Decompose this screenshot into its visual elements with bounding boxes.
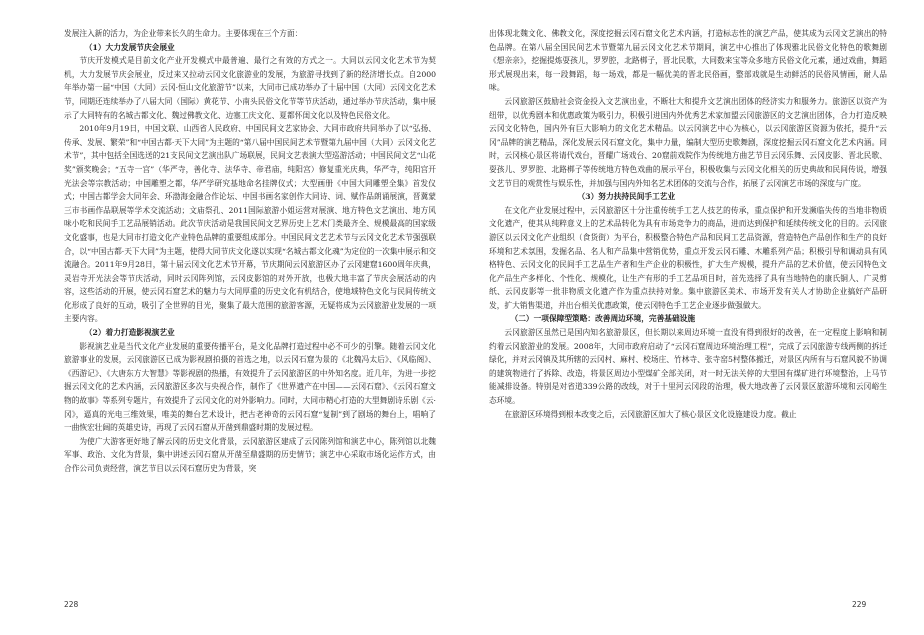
left-page-text [64,27,436,476]
body-paragraph: 为使广大游客更好地了解云冈的历史文化背景，云冈旅游区建成了云冈陈列馆和演艺中心，陈列馆以北魏军事、政治、文化为背景，集中讲述云冈石窟从开凿至鼎盛期的历史情节；演艺中心采取市场化运作方式，由合作公司负责经营，演艺节目以云冈石窟历史为背景，突 [64,436,436,473]
body-paragraph: 节庆开发模式是目前文化产业开发模式中最普遍、最行之有效的方式之一。大同以云冈文化艺术节为契机，大力发展节庆会展业，反过来又拉动云冈文化旅游业的发展，为旅游寻找到了新的经济增长点。自2000年举办第一届“中国（大同）云冈·恒山文化旅游节”以来，大同市已成功举办了十届中国（大同）云冈文化艺术节，同期还连续举办了八届大同（国际）黄花节、小南头民俗文化节等节庆活动，通过举办节庆活动，集中展示了大同特有的名城古都文化、魏过佛教文化、边塞工庆文化、夏都怀闺文化以及特色民俗文化。 [64,56,436,120]
body-paragraph: 发展注入新的活力，为企业带来长久的生命力。主要体现在三个方面： [64,29,303,38]
body-paragraph: 出体现北魏文化、佛教文化，深度挖掘云冈石窟文化艺术内涵，打造标志性的演艺产品，使其成为云冈文艺演出的特色品牌。在第八届全国民间艺术节暨第九届云冈文化艺术节期间，演艺中心推出了体现雅北民俗文化特色的歌舞剧《想亲亲》，挖掘提炼耍孩儿，罗罗腔，北路梆子，晋北民歌，大同数来宝等众多地方民俗文化元素，通过戏曲，舞蹈形式展现出来，每一段舞蹈，每一场戏，都是一幅优美的晋北民俗画，整部戏就是生动鲜活的民俗风情画，耐人品味。 [489,29,887,93]
body-paragraph: 云冈旅游区鼓励社会资金投入文艺演出业，不断壮大和提升文艺演出团体的经济实力和服务力。旅游区以资产为纽带，以优秀剧本和优惠政策为吸引力，积极引进国内外优秀艺术家加盟云冈旅游区的文艺演出团体，合力打造反映云冈文化特色，国内外有巨大影响力的文化艺术精品。以云冈演艺中心为核心，以云冈旅游区资源为依托，提升“云冈”品牌的演艺精品，深化发展云冈石窟文化，集中力量，编制大型历史歌舞剧，深度挖掘云冈石窟文化艺术内涵。同时，云冈核心景区将请代戏台，晋耀广场戏台、20窟前戏院作为传统地方曲艺节目云冈乐舞、云冈皮影、晋北民歌、耍孩儿、罗罗腔、北路梆子等传统地方特色戏曲的展示平台，积极收集与云冈文化相关的历史典故和民间传说，增强文艺节目的观赏性与娱乐性，并加强与国内外知名艺术团体的交流与合作，拓展了云冈演艺市场的深度与广度。 [489,96,887,188]
body-paragraph: 2010年9月19日，中国文联、山西省人民政府、中国民间文艺家协会、大同市政府共同举办了以“弘扬、传承、发展、繁荣”和“中国古都·天下大同”为主题的“第八届中国民间艺术节暨第九届中国（大同）云冈文化艺术节”，其中包括全国选送的21支民间文艺演出队广场联展，民间文艺表演大型巡游活动；中国民间文艺“山花奖”颁奖晚会；“五寺一宫”（华严寺，善化寺、法华寺、帝君庙，纯阳宫）修复重光庆典，华严寺，纯阳宫开光法会等宗教活动；中国雕塑之都，华严学研究基地命名挂牌仪式；大型画册《中国大同雕塑全集》首发仪式；中国古都学会大同年会、环渤海金融合作论坛、中国书画名家创作大同诗、词、赋作品朗诵展演，晋冀蒙三市书画作品联展等学术交流活动；文庙祭孔、2011国际旅游小姐运营对展演、地方特色文艺演出、地方风味小吃和民间手工艺品展销活动。此次节庆活动是我国民间文艺界历史上艺术门类最齐全、规模最高的国家级文化盛事，也是大同市打造文化产业特色品牌的重要组成部分。中国民间文艺艺术节与云冈文化艺术节强强联合，以“中国古都·天下大同”为主题，使得大同节庆文化遂以实现“名城古都文化魂”为定位的一次集中展示和交流融合。2011年9月28日，第十届云冈文化艺术节开幕，节庆期间云冈旅游区办了云冈建窟1600周年庆典，灵岩寺开光法会等节庆活动，同时云冈阵列馆，云冈皮影馆的对外开放，也极大地丰富了节庆会展活动的内容，这些活动的开展，使云冈石窟艺术的魅力与大同厚重的历史文化有机结合，使地域特色文化与民间传统文化形成了良好的互动，吸引了全世界的目光，聚集了最大范围的旅游客源，无疑将成为云冈旅游业发展的一项主要内容。 [64,124,436,324]
section-heading: （1）大力发展节庆会展业 [84,42,175,52]
page-number-left: 228 [64,600,79,609]
body-paragraph: 影视演艺业是当代文化产业发展的重要传播平台，是文化品牌打造过程中必不可少的引擎。随着云冈文化旅游事业的发展，云冈旅游区已成为影视剧拍摄的首选之地，以云冈石窟为景的《北魏冯太后》、《风临阁》、《西游记》、《大唐东方大智慧》等影视剧的热播，有效提升了云冈旅游区的中外知名度。近几年，为进一步挖掘云冈文化的艺术内涵，云冈旅游区多次与央视合作，制作了《世界遗产在中国——云冈石窟》、《云冈石窟文物的故事》等系列专题片，有效提升了云冈文化的对外影响力。同时，大同市精心打造的大型舞剧诗乐剧《云·冈》，逼真的光电三维效果，唯美的舞台艺术设计，把古老神奇的云冈石窟“复制”到了剧场的舞台上，唱响了一曲恢宏壮阔的英雄史诗，再现了云冈石窟从开凿到鼎盛时期的发展过程。 [64,341,436,433]
right-page-text [489,27,887,421]
section-heading: （3）努力扶持民间手工艺业 [577,192,676,202]
body-paragraph: 在文化产业发展过程中，云冈旅游区十分注重传统手工艺人技艺的传承，重点保护和开发濒临失传的当地非物质文化遗产，使其从纯粹意义上的艺术品转化为具有市场竞争力的商品，进而达到保护和延续传统文化的目的。云冈旅游区以云冈文化产业组织（食货街）为平台，积极整合特色产品和民间工艺品资源，营造特色产品创作和生产的良好环境和艺术氛围，发掘名品、名人和产品集中营销优势，重点开发云冈石雕、木雕系列产品；积极引导和调动具有风格特色、云冈文化的民间手工艺品生产者和生产企业的积极性，扩大生产规模，提升产品的艺术价值，使云冈特色文化产品生产多样化、个性化、规模化，让生产有形的手工艺品项目时，首先选择了具有当地特色的康氏铜人、广灵剪纸、云冈皮影等一批非物质文化遗产作为重点扶持对象。集中旅游区美术、市场开发有关人才协助企业搞好产品研发，扩大销售渠道，并出台相关优惠政策，使云冈特色手工艺企业逐步做强做大。 [489,205,887,310]
section-heading: （二）一项保障型策略：改善周边环境，完善基础设施 [510,314,696,324]
page-number-right: 229 [852,600,867,609]
body-paragraph: 云冈旅游区虽然已是国内知名旅游景区，但长期以来周边环境一直没有得到很好的改善，在一定程度上影响和制约着云冈旅游业的发展。2008年，大同市政府启动了“云冈石窟周边环境治理工程”，完成了云冈旅游专线两侧的拆迁绿化，并对云冈镇及其所辖的云冈村、麻村、校场庄、竹林寺、张寺窑5村整体搬迁，对景区内所有与石窟风貌不协调的建筑物进行了拆除、改造，将景区周边小型煤矿全部关闭，对一时无法关停的大型国有煤矿进行环境整治，上马节能减排设备。特别是对省道339公路的改线，对于十里河云冈段的治理，极大地改善了云冈景区旅游环境和云冈峪生态环境。 [489,328,887,406]
body-paragraph: 在旅游区环境得到根本改变之后，云冈旅游区加大了核心景区文化设施建设力度。截止 [504,409,797,419]
section-heading: （2）着力打造影视演艺业 [84,328,175,338]
right-page [470,0,924,635]
